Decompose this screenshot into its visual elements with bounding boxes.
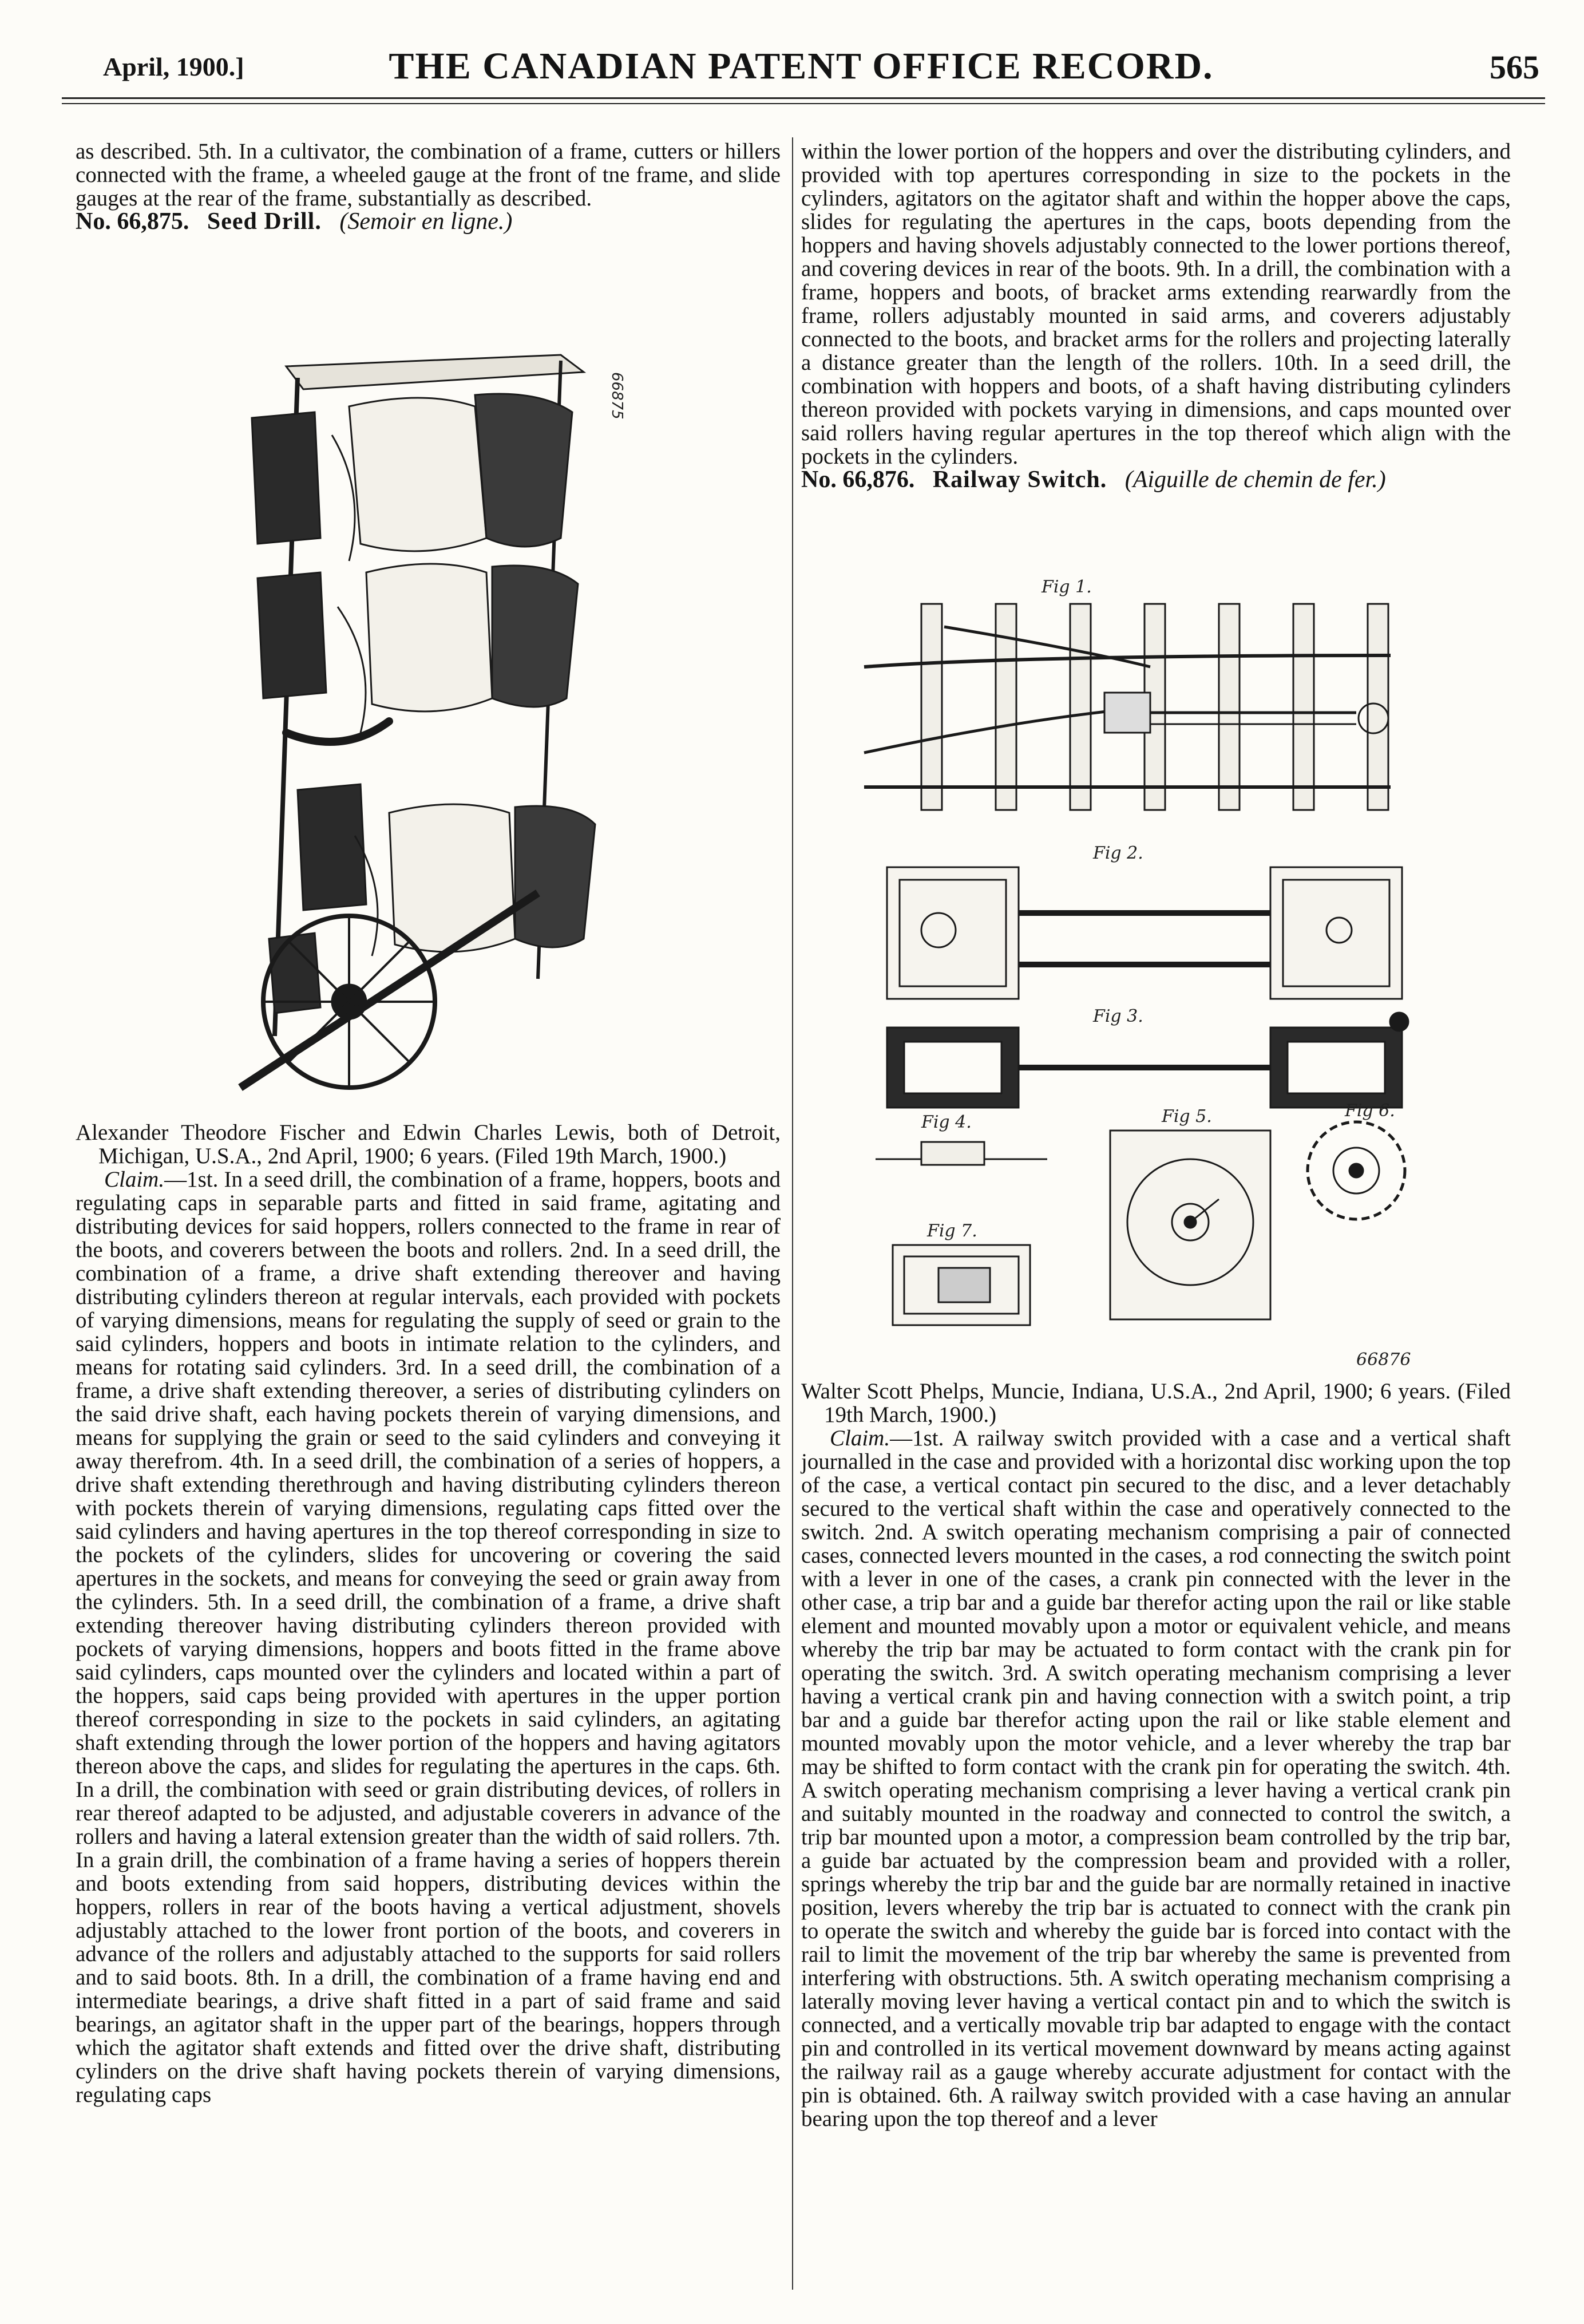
patent-french-name: (Aiguille de chemin de fer.) [1124,467,1386,493]
fig-label-3: Fig 3. [1093,1006,1143,1026]
claims-66876 [801,1426,1511,2131]
claim-text: —1st. In a seed drill, the combination of a frame, hoppers, boots and regulating caps in separable parts and fitted in said frame, agitating and distributing devices for said hoppers, rollers connected to the frame in rear of the boots, and coverers between the boots and rollers. 2nd. In a seed drill, the combination of a frame, a drive shaft extending thereover and having distributing cylinders thereon at regular intervals, each provided with pockets of varying dimensions, means for regulating the supply of seed or grain to the said cylinders, hoppers and boots in intimate relation to the cylinders, and means for rotating said cylinders. 3rd. In a seed drill, the combination of a frame, a drive shaft extending thereover, a series of distributing cylinders on the said drive shaft, each having pockets therein of varying dimensions, and means for supplying the grain or seed to the said cylinders and conveying it away therefrom. 4th. In a seed drill, the combination of a series of hoppers, a drive shaft extending therethrough and having distributing cylinders thereon with pockets therein of varying dimensions, regulating caps fitted over the said cylinders and having apertures in the top thereof corresponding in size to the pockets of the cylinders, slides for uncovering or covering the said apertures in the sockets, and means for conveying the seed or grain away from the cylinders. 5th. In a seed drill, the combination of a frame, a drive shaft extending thereover having distributing cylinders thereon provided with pockets of varying dimensions, hoppers and boots fitted in the frame above said cylinders, caps mounted over the cylinders and located within a part of the hoppers, said caps being provided with apertures in the upper portion thereof corresponding in size to the pockets in said cylinders, an agitating shaft extending through the lower portion of the hoppers and having agitators thereon above the caps, and slides for regulating the apertures in the caps. 6th. In a drill, the combination with seed or grain distributing devices, of rollers in rear thereof adapted to be adjusted, and adjustable coverers in advance of the rollers and having a lateral extension greater than the width of said rollers. 7th. In a grain drill, the combination of a frame having a series of hoppers therein and boots extending from said hoppers, distributing devices within the hoppers, rollers in rear of the boots having a vertical adjustment, shovels adjustably attached to the lower front portion of the boots, and coverers in advance of the rollers and adjustably attached to the supports for said rollers and to said boots. 8th. In a drill, the combination of a frame having end and intermediate bearings, a drive shaft fitted in a part of said frame and said bearings, an agitator shaft in the upper part of the bearings, hoppers through which the agitator shaft extends and fitted over the drive shaft, distributing cylinders on the drive shaft having pockets therein of varying dimensions, regulating caps [76,1167,781,2107]
fig3-section [887,1013,1408,1108]
claim-text: —1st. A railway switch provided with a case and a vertical shaft journalled in the case and provided with a horizontal disc working upon the top of the case, a vertical contact pin secured to the disc, and a lever detachably secured to the vertical shaft within the case and operatively connected to the switch. 2nd. A switch operating mechanism comprising a pair of connected cases, connected levers mounted in the cases, a rod connecting the switch point with a lever in one of the cases, a crank pin connected with the lever in the other case, a trip bar and a guide bar therefor acting upon the rail or like stable element and mounted movably upon a motor or equivalent vehicle, and means whereby the trip bar may be actuated to form contact with the crank pin for operating the switch. 3rd. A switch operating mechanism comprising a lever having a vertical crank pin and having connection with a switch point, a trip bar and a guide bar therefor acting upon the rail or like stable element and mounted movably upon the motor vehicle, and a lever whereby the trap bar may be shifted to form contact with the crank pin for operating the switch. 4th. A switch operating mechanism comprising a lever having a vertical crank pin and suitably mounted in the roadway and connected to control the switch, a trip bar mounted upon a motor, a compression beam controlled by the trip bar, a guide bar actuated by the compression beam and provided with a roller, springs whereby the trip bar and the guide bar are normally retained in inactive position, levers whereby the trip bar is actuated to connect with the crank pin to operate the switch and whereby the guide bar is forced into contact with the rail to limit the movement of the trip bar whereby the same is prevented from interfering with obstructions. 5th. A switch operating mechanism comprising a laterally moving lever having a vertical contact pin and to which the switch is connected, and a vertically movable trip bar adapted to engage with the contact pin and controlled in its vertical movement downward by means acting against the railway rail as a gauge whereby accurate adjustment for contact with the pin is obtained. 6th. A railway switch provided with a case having an annular bearing upon the top thereof and a lever [801,1426,1511,2131]
claims-66875 [76,1168,781,2106]
publication-title: THE CANADIAN PATENT OFFICE RECORD. [389,45,1214,87]
claim-label: Claim. [104,1167,165,1192]
patent-name: Seed Drill. [207,208,322,235]
right-column-top [801,140,1511,492]
patent-heading-66876 [801,468,1511,492]
inventor-66876: Walter Scott Phelps, Muncie, Indiana, U.S.A., 2nd April, 1900; 6 years. (Filed 19th March, 1900.) [801,1379,1511,1427]
fig-label-1: Fig 1. [1042,577,1092,597]
railway-switch-figure [853,570,1471,1377]
figure-number-66875: 66875 [608,372,625,420]
patent-french-name: (Semoir en ligne.) [339,208,513,235]
fig4-detail [876,1142,1047,1165]
figure-number-66876: 66876 [1356,1350,1411,1370]
patent-number: No. 66,876. [801,467,915,493]
page-number: 565 [1490,49,1539,86]
fig-label-5: Fig 5. [1162,1106,1212,1127]
inventor-66875: Alexander Theodore Fischer and Edwin Charles Lewis, both of Detroit, Michigan, U.S.A., 2nd April, 1900; 6 years. (Filed 19th March, 1900.) [76,1120,781,1168]
fig6-gear [1308,1122,1405,1219]
page-header [57,41,1545,93]
claim-label: Claim. [830,1426,890,1450]
fig-label-6: Fig 6. [1345,1101,1395,1121]
patent-name: Railway Switch. [932,467,1107,493]
fig5-disc [1110,1131,1270,1319]
patent-number: No. 66,875. [76,208,189,235]
left-column-top [76,140,781,234]
fig1-plan-view [864,604,1391,810]
header-rule [62,97,1545,99]
header-rule-thin [62,103,1545,104]
fig-label-7: Fig 7. [927,1221,977,1241]
fig7-case [893,1245,1030,1325]
fig-label-2: Fig 2. [1093,843,1143,863]
issue-date: April, 1900.] [103,52,244,81]
fig-label-4: Fig 4. [921,1112,972,1132]
patent-heading-66875 [76,210,781,234]
continuation-text: as described. 5th. In a cultivator, the combination of a frame, cutters or hillers connected with the frame, a wheeled gauge at the front of tne frame, and slide gauges at the rear of the frame, substantially as described. [76,139,781,211]
left-column-bottom [76,1121,781,2106]
continuation-text-right: within the lower portion of the hoppers and over the distributing cylinders, and provided with top apertures corresponding in size to the pockets in the cylinders, agitators on the agitator shaft and within the hopper above the caps, slides for regulating the apertures in the caps, boots depending from the hoppers and having shovels adjustably connected to the lower portions thereof, and covering devices in rear of the boots. 9th. In a drill, the combination with a frame, hoppers and boots, of bracket arms extending rearwardly from the frame, rollers adjustably mounted in said arms, and coverers adjustably connected to the boots, and bracket arms for the rollers and projecting laterally a distance greater than the length of the rollers. 10th. In a seed drill, the combination with hoppers and boots, of a shaft having distributing cylinders thereon provided with pockets varying in dimensions, and caps mounted over said rollers having regular apertures in the top thereof which align with the pockets in the cylinders. [801,139,1511,469]
right-column-bottom [801,1380,1511,2131]
seed-drill-figure [217,321,664,1105]
column-divider [792,137,793,2290]
fig2-top-view [887,867,1402,999]
